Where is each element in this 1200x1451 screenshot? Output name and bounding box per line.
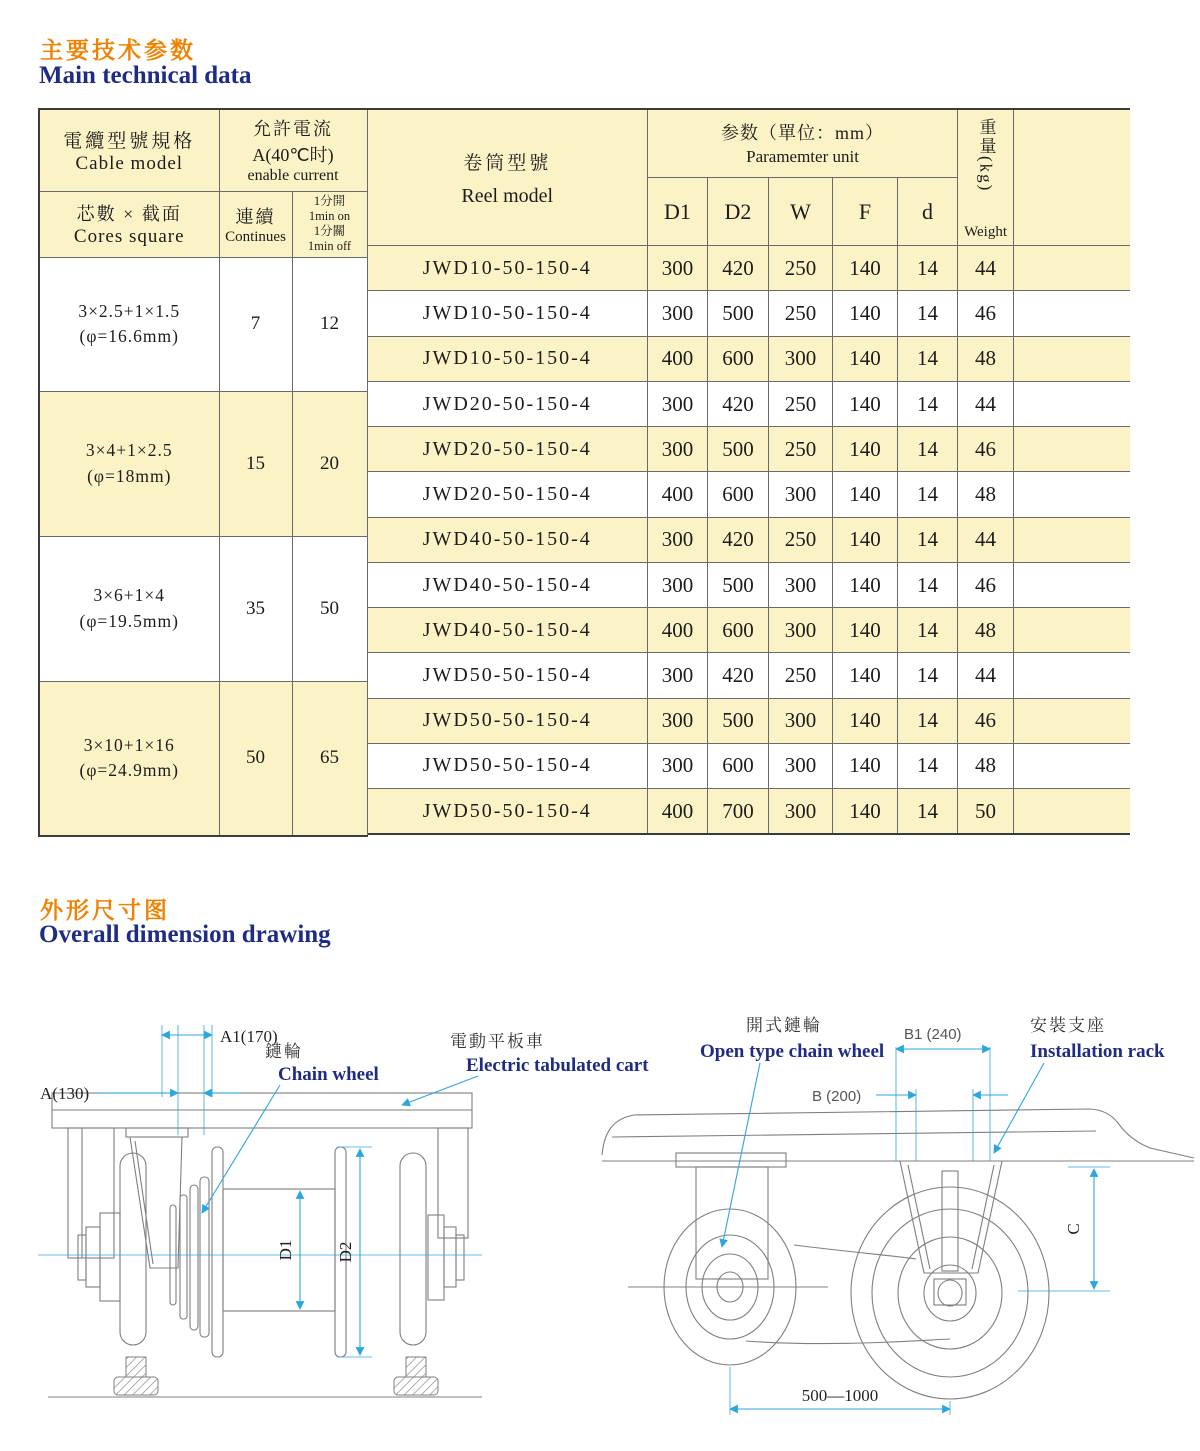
d2-value: 700 [708,789,769,834]
tech-section-title-zh: 主要技术参数 [40,37,196,63]
dimension-b1 [896,1026,990,1161]
front-view-drawing [30,1005,690,1446]
header-one-min: 1分開 1min on 1分關 1min off [292,191,367,257]
svg-text:C: C [1064,1223,1083,1235]
f-value: 140 [833,517,898,562]
weight-value: 50 [958,789,1014,834]
d2-value: 500 [708,291,769,336]
d-value: 14 [898,698,958,743]
d-value: 14 [898,562,958,607]
f-value: 140 [833,246,898,291]
table-row [368,427,1130,472]
f-value: 140 [833,381,898,426]
header-empty-column [1014,109,1130,246]
motor-mount [126,1128,188,1268]
open-chain-wheel-label [700,1016,884,1247]
weight-value: 48 [958,472,1014,517]
one-min-value: 65 [292,681,367,836]
svg-text:D1: D1 [276,1239,295,1261]
reel-model-value: JWD10-50-150-4 [368,246,648,291]
reel-model-value: JWD50-50-150-4 [368,698,648,743]
d1-value: 400 [648,472,708,517]
w-value: 300 [769,472,833,517]
weight-value: 48 [958,608,1014,653]
d-value: 14 [898,743,958,788]
svg-text:Electric tabulated cart: Electric tabulated cart [466,1055,649,1076]
main-wheel [851,1161,1049,1399]
d2-value: 420 [708,246,769,291]
table-row [368,789,1130,834]
f-value: 140 [833,789,898,834]
header-weight: 重量(kg) Weight [958,109,1014,246]
table-row [368,472,1130,517]
w-value: 300 [769,336,833,381]
continues-value: 7 [219,257,292,391]
cable-spec: 3×2.5+1×1.5 (φ=16.6mm) [39,257,219,391]
header-cores-square: 芯數 × 截面 Cores square [39,191,219,257]
empty-cell [1014,653,1130,698]
reel-model-value: JWD40-50-150-4 [368,517,648,562]
w-value: 300 [769,562,833,607]
dimension-c [1018,1167,1110,1291]
table-row [368,698,1130,743]
empty-cell [1014,291,1130,336]
d2-value: 500 [708,427,769,472]
empty-cell [1014,336,1130,381]
d-value: 14 [898,427,958,472]
weight-value: 48 [958,336,1014,381]
d-value: 14 [898,381,958,426]
cable-spec: 3×6+1×4 (φ=19.5mm) [39,536,219,681]
w-value: 250 [769,381,833,426]
d-value: 14 [898,653,958,698]
empty-cell [1014,562,1130,607]
empty-cell [1014,381,1130,426]
weight-value: 44 [958,381,1014,426]
chain-wheel-discs [170,1177,209,1337]
d1-value: 300 [648,246,708,291]
f-value: 140 [833,336,898,381]
chain-band [746,1245,950,1344]
table-row [368,743,1130,788]
header-parameters: 参数（單位：mm） Paramemter unit [648,109,958,177]
chain-sprocket-wheel [628,1153,828,1365]
reel-model-value: JWD40-50-150-4 [368,608,648,653]
svg-text:安裝支座: 安裝支座 [1030,1016,1106,1035]
weight-vertical-label: 重量(kg) [976,117,996,192]
d2-value: 420 [708,653,769,698]
d2-value: 600 [708,336,769,381]
weight-value: 46 [958,562,1014,607]
tech-section-title-en: Main technical data [39,62,252,89]
table-row [368,608,1130,653]
w-value: 300 [769,743,833,788]
svg-text:電動平板車: 電動平板車 [450,1032,545,1051]
continues-value: 15 [219,391,292,536]
d2-value: 600 [708,608,769,653]
table-row [368,336,1130,381]
empty-cell [1014,427,1130,472]
reel-model-value: JWD20-50-150-4 [368,381,648,426]
cable-group-row [39,681,367,836]
svg-text:500—1000: 500—1000 [801,1386,879,1405]
empty-cell [1014,789,1130,834]
d-value: 14 [898,608,958,653]
svg-text:鏈輪: 鏈輪 [265,1042,303,1061]
dimension-section-title-zh: 外形尺寸图 [40,897,170,923]
f-value: 140 [833,743,898,788]
empty-cell [1014,246,1130,291]
d1-value: 300 [648,743,708,788]
d1-value: 300 [648,427,708,472]
continues-value: 50 [219,681,292,836]
reel-model-value: JWD10-50-150-4 [368,291,648,336]
weight-value: 44 [958,653,1014,698]
d2-value: 600 [708,743,769,788]
dimension-wheelbase [730,1367,950,1415]
dimension-a1 [162,1025,278,1135]
cable-group-row [39,536,367,681]
header-continues: 連續 Continues [219,191,292,257]
f-value: 140 [833,427,898,472]
svg-text:Chain wheel: Chain wheel [278,1064,379,1085]
header-reel-model: 卷筒型號 Reel model [368,109,648,246]
f-value: 140 [833,562,898,607]
table-row [368,562,1130,607]
f-value: 140 [833,698,898,743]
header-enable-current: 允許電流 A(40℃时) enable current [219,109,367,191]
cable-spec: 3×4+1×2.5 (φ=18mm) [39,391,219,536]
table-row [368,246,1130,291]
w-value: 250 [769,427,833,472]
table-row [368,381,1130,426]
frame-brackets [68,1128,468,1258]
side-view-drawing [598,1005,1200,1446]
header-d1: D1 [648,177,708,245]
w-value: 300 [769,698,833,743]
weight-value: 48 [958,743,1014,788]
cable-group-row [39,257,367,391]
d2-value: 500 [708,562,769,607]
dimension-section-title-en: Overall dimension drawing [39,921,331,948]
reel-model-value: JWD20-50-150-4 [368,472,648,517]
d1-value: 300 [648,653,708,698]
cable-current-table [38,108,368,837]
f-value: 140 [833,291,898,336]
svg-text:A1(170): A1(170) [220,1027,278,1046]
support-feet [114,1357,438,1395]
empty-cell [1014,472,1130,517]
one-min-value: 12 [292,257,367,391]
w-value: 300 [769,608,833,653]
table-row [368,517,1130,562]
d2-value: 500 [708,698,769,743]
svg-text:開式鏈輪: 開式鏈輪 [746,1016,822,1035]
reel-model-value: JWD50-50-150-4 [368,653,648,698]
svg-text:B1 (240): B1 (240) [904,1026,962,1043]
svg-text:Open type chain wheel: Open type chain wheel [700,1041,885,1062]
d-value: 14 [898,472,958,517]
dimension-b [812,1088,1008,1161]
d-value: 14 [898,336,958,381]
f-value: 140 [833,472,898,517]
left-wheel [78,1153,146,1345]
svg-text:Installation rack: Installation rack [1030,1041,1165,1062]
svg-text:B (200): B (200) [812,1088,862,1105]
table-row [368,291,1130,336]
d1-value: 300 [648,517,708,562]
d2-value: 420 [708,381,769,426]
table-row [368,653,1130,698]
w-value: 250 [769,246,833,291]
header-d2: D2 [708,177,769,245]
one-min-value: 50 [292,536,367,681]
empty-cell [1014,517,1130,562]
d-value: 14 [898,291,958,336]
weight-value: 44 [958,517,1014,562]
reel-model-value: JWD50-50-150-4 [368,743,648,788]
d1-value: 300 [648,698,708,743]
d1-value: 400 [648,336,708,381]
w-value: 250 [769,653,833,698]
weight-value: 44 [958,246,1014,291]
w-value: 300 [769,789,833,834]
main-technical-table [38,108,1130,837]
dimension-d2 [336,1147,372,1357]
d-value: 14 [898,789,958,834]
header-cable-model: 電纜型號規格 Cable model [39,109,219,191]
empty-cell [1014,743,1130,788]
empty-cell [1014,698,1130,743]
d1-value: 400 [648,608,708,653]
f-value: 140 [833,608,898,653]
weight-value: 46 [958,291,1014,336]
d2-value: 600 [708,472,769,517]
weight-value: 46 [958,427,1014,472]
right-wheel [400,1153,464,1345]
header-w: W [769,177,833,245]
svg-text:A(130): A(130) [40,1084,90,1103]
one-min-value: 20 [292,391,367,536]
reel-model-value: JWD40-50-150-4 [368,562,648,607]
header-d: d [898,177,958,245]
d2-value: 420 [708,517,769,562]
d-value: 14 [898,246,958,291]
header-f: F [833,177,898,245]
d1-value: 300 [648,562,708,607]
f-value: 140 [833,653,898,698]
reel-parameters-table [368,108,1130,835]
continues-value: 35 [219,536,292,681]
d1-value: 400 [648,789,708,834]
svg-text:D2: D2 [336,1241,355,1263]
cable-group-row [39,391,367,536]
cart-platform [52,1093,472,1128]
weight-value: 46 [958,698,1014,743]
reel-model-value: JWD20-50-150-4 [368,427,648,472]
d1-value: 300 [648,381,708,426]
cable-spec: 3×10+1×16 (φ=24.9mm) [39,681,219,836]
empty-cell [1014,608,1130,653]
reel-model-value: JWD50-50-150-4 [368,789,648,834]
w-value: 250 [769,517,833,562]
d1-value: 300 [648,291,708,336]
dimension-a [40,1084,240,1103]
d-value: 14 [898,517,958,562]
reel-model-value: JWD10-50-150-4 [368,336,648,381]
dimension-d1 [276,1191,300,1309]
w-value: 250 [769,291,833,336]
